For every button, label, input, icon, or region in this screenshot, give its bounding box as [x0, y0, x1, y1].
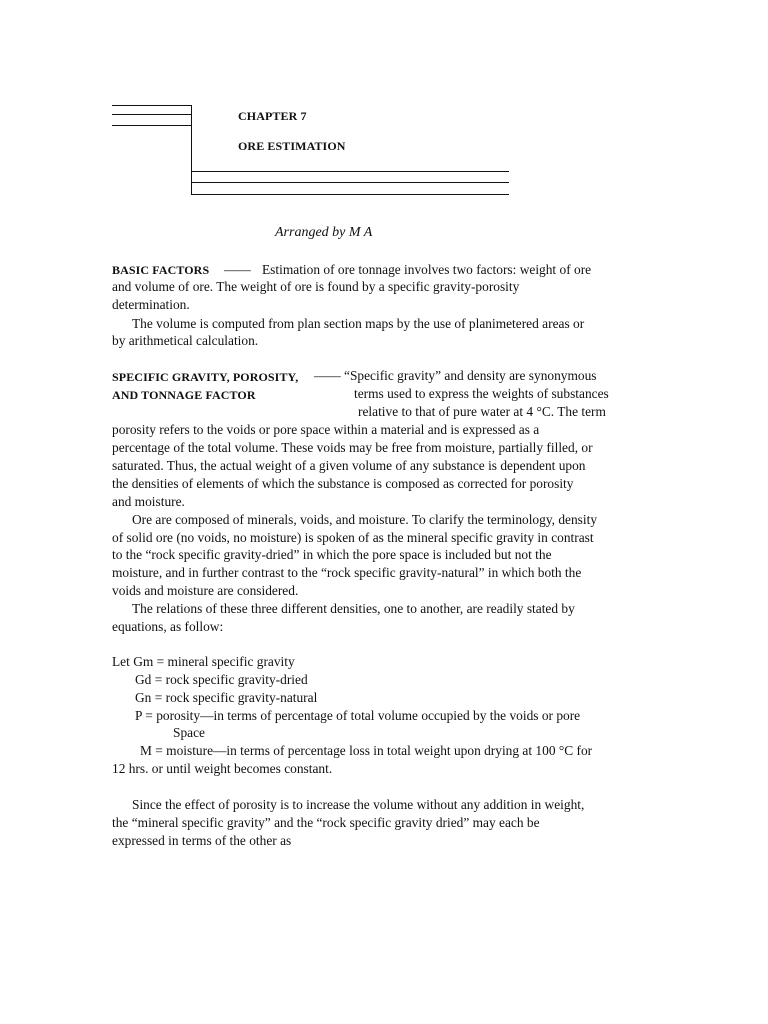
definition-gm: Let Gm = mineral specific gravity — [112, 654, 295, 669]
definition-m: M = moisture—in terms of percentage loss in total weight upon drying at 100 °C for — [140, 743, 593, 758]
basic-factors-line: The volume is computed from plan section maps by the use of planimetered areas or — [132, 316, 585, 331]
header-rule-left-2 — [112, 114, 192, 115]
closing-paragraph-line: the “mineral specific gravity” and the “rock specific gravity dried” may each be — [112, 815, 540, 830]
basic-factors-line: determination. — [112, 297, 190, 312]
header-rule-right-3 — [191, 194, 509, 195]
byline: Arranged by M A — [275, 225, 373, 240]
chapter-title: ORE ESTIMATION — [238, 139, 346, 153]
basic-factors-dash: —— — [224, 262, 251, 277]
header-rule-left-3 — [112, 125, 192, 126]
definition-m-continued: 12 hrs. or until weight becomes constant. — [112, 761, 333, 776]
section-label-tonnage-factor: AND TONNAGE FACTOR — [112, 388, 256, 402]
ore-paragraph-line: to the “rock specific gravity-dried” in which the pore space is included but not the — [112, 547, 552, 562]
definition-gn: Gn = rock specific gravity-natural — [135, 690, 318, 705]
definition-p-continued: Space — [173, 725, 205, 740]
header-rule-right-1 — [191, 171, 509, 172]
ore-paragraph-line: of solid ore (no voids, no moisture) is spoken of as the mineral specific gravity in contrast — [112, 530, 594, 545]
definition-gd: Gd = rock specific gravity-dried — [135, 672, 308, 687]
specific-gravity-line: terms used to express the weights of substances — [354, 386, 609, 401]
chapter-number: CHAPTER 7 — [238, 109, 307, 123]
basic-factors-line: and volume of ore. The weight of ore is found by a specific gravity-porosity — [112, 279, 520, 294]
specific-gravity-line: relative to that of pure water at 4 °C. The term — [358, 404, 606, 419]
specific-gravity-line: percentage of the total volume. These voids may be free from moisture, partially filled, or — [112, 440, 593, 455]
definition-p: P = porosity—in terms of percentage of total volume occupied by the voids or pore — [135, 708, 581, 723]
header-rule-left-1 — [112, 105, 192, 106]
basic-factors-line: by arithmetical calculation. — [112, 333, 259, 348]
relations-paragraph-line: equations, as follow: — [112, 619, 224, 634]
specific-gravity-dash: —— — [314, 368, 341, 383]
basic-factors-line: Estimation of ore tonnage involves two factors: weight of ore — [262, 262, 592, 277]
section-label-basic-factors: BASIC FACTORS — [112, 263, 210, 277]
closing-paragraph-line: Since the effect of porosity is to increase the volume without any addition in weight, — [132, 797, 585, 812]
specific-gravity-line: “Specific gravity” and density are synonymous — [344, 368, 597, 383]
relations-paragraph-line: The relations of these three different densities, one to another, are readily stated by — [132, 601, 575, 616]
closing-paragraph-line: expressed in terms of the other as — [112, 833, 292, 848]
section-label-specific-gravity: SPECIFIC GRAVITY, POROSITY, — [112, 370, 299, 384]
header-rule-right-2 — [191, 182, 509, 183]
ore-paragraph-line: Ore are composed of minerals, voids, and moisture. To clarify the terminology, density — [132, 512, 598, 527]
ore-paragraph-line: moisture, and in further contrast to the “rock specific gravity-natural” in which both the — [112, 565, 582, 580]
specific-gravity-line: and moisture. — [112, 494, 185, 509]
specific-gravity-line: the densities of elements of which the substance is composed as corrected for porosity — [112, 476, 574, 491]
specific-gravity-line: saturated. Thus, the actual weight of a given volume of any substance is dependent upon — [112, 458, 586, 473]
ore-paragraph-line: voids and moisture are considered. — [112, 583, 299, 598]
specific-gravity-line: porosity refers to the voids or pore space within a material and is expressed as a — [112, 422, 540, 437]
